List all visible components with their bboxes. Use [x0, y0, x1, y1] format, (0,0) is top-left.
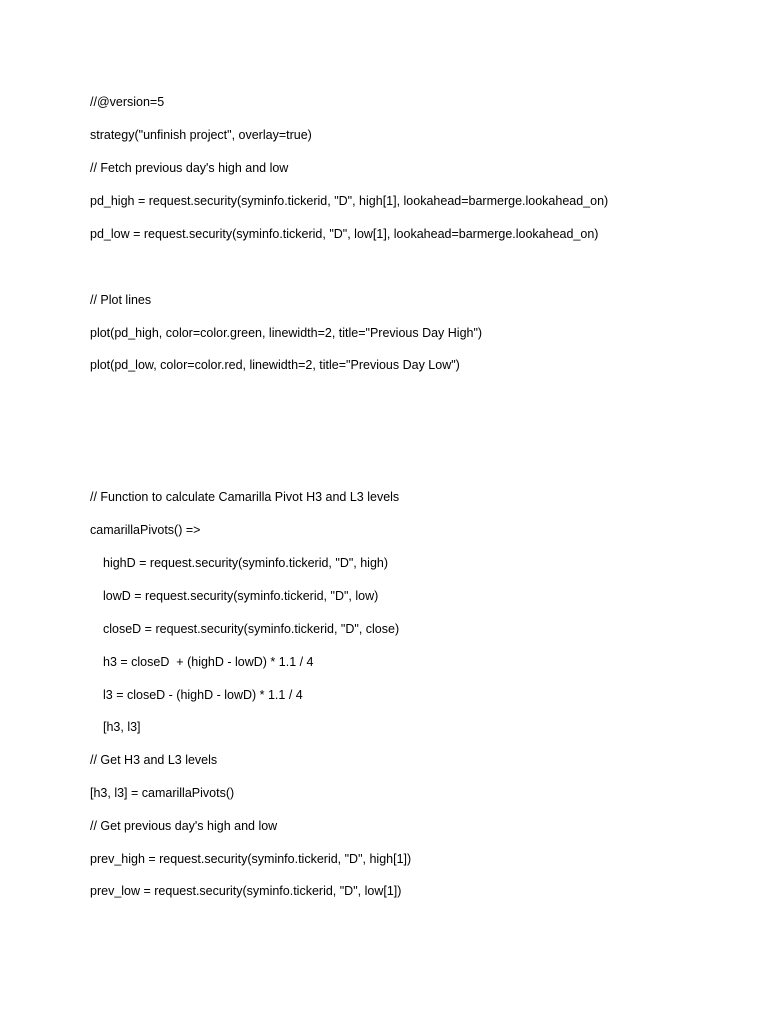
code-line-plot-low: plot(pd_low, color=color.red, linewidth=2, title="Previous Day Low"): [90, 358, 460, 372]
code-line-highd: highD = request.security(syminfo.tickerid, "D", high): [103, 556, 389, 570]
code-line-comment-function: // Function to calculate Camarilla Pivot H3 and L3 levels: [90, 490, 400, 504]
code-line-h3: h3 = closeD + (highD - lowD) * 1.1 / 4: [103, 655, 314, 669]
code-line-comment-prev: // Get previous day's high and low: [90, 819, 278, 833]
code-line-strategy: strategy("unfinish project", overlay=true): [90, 128, 312, 142]
code-line-return: [h3, l3]: [103, 720, 141, 734]
code-line-pd-high: pd_high = request.security(syminfo.tickerid, "D", high[1], lookahead=barmerge.lookahead_on): [90, 194, 609, 208]
code-line-version: //@version=5: [90, 95, 165, 109]
code-line-comment-fetch: // Fetch previous day's high and low: [90, 161, 289, 175]
code-line-l3: l3 = closeD - (highD - lowD) * 1.1 / 4: [103, 688, 303, 702]
code-line-comment-get-levels: // Get H3 and L3 levels: [90, 753, 218, 767]
code-line-function-def: camarillaPivots() =>: [90, 523, 201, 537]
code-line-comment-plot: // Plot lines: [90, 293, 152, 307]
code-line-prev-high: prev_high = request.security(syminfo.tickerid, "D", high[1]): [90, 852, 412, 866]
code-line-closed: closeD = request.security(syminfo.tickerid, "D", close): [103, 622, 400, 636]
code-line-lowd: lowD = request.security(syminfo.tickerid, "D", low): [103, 589, 379, 603]
code-line-pd-low: pd_low = request.security(syminfo.tickerid, "D", low[1], lookahead=barmerge.lookahead_on): [90, 227, 599, 241]
code-line-prev-low: prev_low = request.security(syminfo.tickerid, "D", low[1]): [90, 884, 402, 898]
code-line-call-pivots: [h3, l3] = camarillaPivots(): [90, 786, 235, 800]
code-line-plot-high: plot(pd_high, color=color.green, linewidth=2, title="Previous Day High"): [90, 326, 483, 340]
